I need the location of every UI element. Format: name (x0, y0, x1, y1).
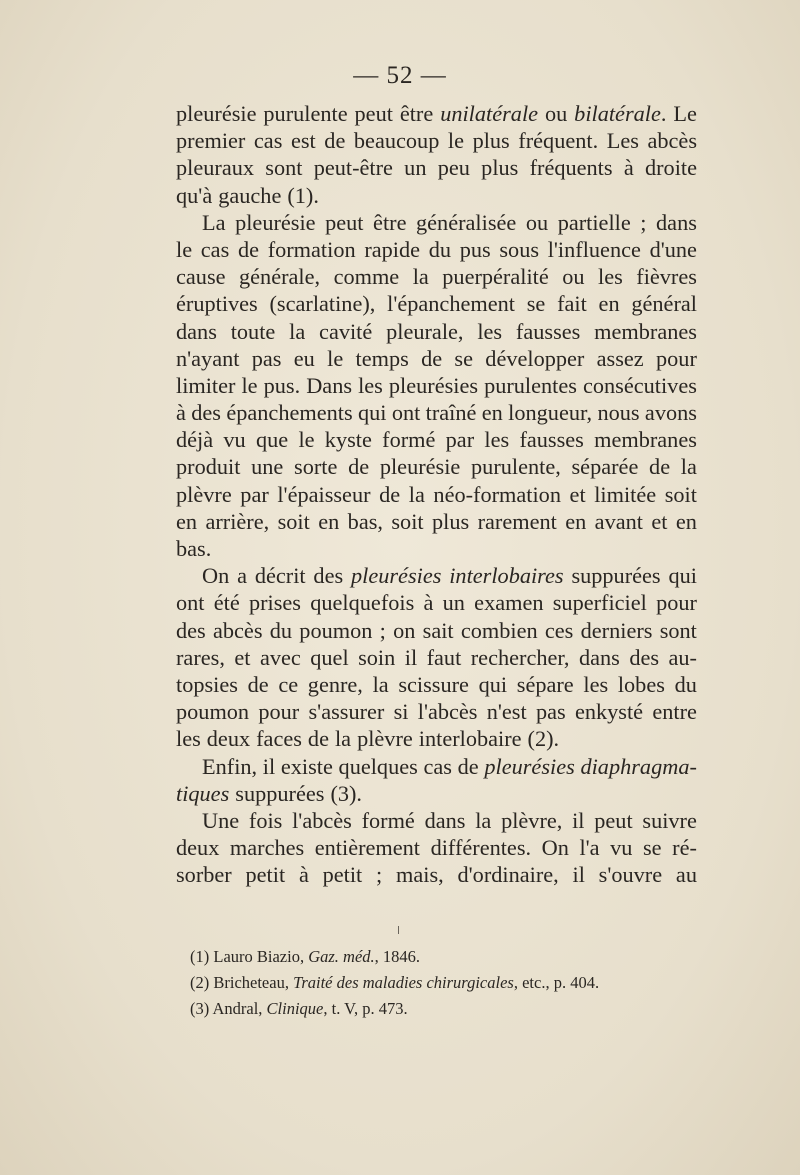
word: cavité (319, 318, 373, 344)
word: et (569, 481, 586, 507)
word: quel (310, 644, 349, 670)
word: la (289, 318, 306, 344)
word: pas (251, 345, 282, 371)
word: développer (485, 345, 585, 371)
word: (2). (527, 726, 560, 752)
word: nous (597, 400, 640, 426)
word: un (404, 155, 427, 181)
word: formé (382, 427, 436, 453)
word: suppurées (235, 780, 325, 806)
word: (3). (330, 780, 363, 806)
word: pleurale, (386, 318, 464, 344)
word: dans (578, 644, 620, 670)
word: et (651, 508, 668, 534)
word: si (393, 699, 409, 725)
word: cas (253, 128, 283, 154)
word: de (421, 345, 443, 371)
word: de (307, 726, 329, 752)
word: fièvres (636, 264, 697, 290)
word: on (393, 617, 416, 643)
word: au- (668, 644, 697, 670)
word: arrière, (205, 508, 270, 534)
word: une (251, 454, 284, 480)
word: généralisée (416, 209, 517, 235)
word: des (191, 400, 221, 426)
word: sont (659, 617, 697, 643)
word: marches (229, 835, 305, 861)
word: membranes (594, 427, 697, 453)
text-line (176, 671, 697, 698)
word: l'épanchement (387, 291, 515, 317)
word: quelquefois (310, 590, 415, 616)
word: n'est (486, 699, 527, 725)
word: ou (525, 209, 549, 235)
word: quelques (338, 753, 418, 779)
word: entre (652, 699, 697, 725)
word: des (629, 644, 660, 670)
word: La (202, 209, 226, 235)
word: fréquents (529, 155, 613, 181)
body-text (176, 100, 697, 888)
word: soit (664, 481, 697, 507)
word: d'ordinaire, (457, 862, 559, 888)
word: l'abcès (417, 699, 478, 725)
footnote: (1) Lauro Biazio, Gaz. méd., 1846. (190, 947, 421, 966)
word: éruptives (176, 291, 258, 317)
text-line (176, 345, 697, 372)
word: se (526, 291, 546, 317)
word: des (313, 563, 344, 589)
text-line (176, 481, 697, 508)
word: fausses (519, 427, 584, 453)
word: il (572, 862, 585, 888)
text-line (176, 644, 697, 671)
word: pleurésies (350, 563, 442, 589)
word: d'une (649, 236, 697, 262)
word: de (379, 481, 401, 507)
word: le (447, 128, 464, 154)
word: assez (596, 345, 644, 371)
text-line (176, 589, 697, 616)
word: s'ouvre (598, 862, 663, 888)
word: peut (594, 807, 633, 833)
word: purulente, (471, 454, 561, 480)
word: abcès (647, 128, 697, 154)
word: pleurésie (235, 209, 316, 235)
word: général (631, 291, 697, 317)
word: ; (379, 617, 386, 643)
word: petit (322, 862, 363, 888)
word: bas, (347, 508, 383, 534)
word: deux (206, 726, 251, 752)
word: en (675, 508, 697, 534)
word: pus (459, 236, 491, 262)
word: pleuraux (176, 155, 255, 181)
word: avons (644, 400, 697, 426)
text-line (176, 453, 697, 480)
word: il (404, 644, 418, 670)
word: ce (278, 671, 299, 697)
word: pour (656, 590, 697, 616)
word: purulentes (484, 372, 577, 398)
word: qui (668, 563, 697, 589)
word: la (680, 454, 697, 480)
word: ont (391, 400, 421, 426)
word: pleurésie (176, 101, 257, 126)
word: formé (361, 807, 415, 833)
word: la (412, 264, 429, 290)
word: pleurésies (388, 372, 479, 398)
word: membranes (594, 318, 697, 344)
word: la (334, 726, 352, 752)
word: faut (426, 644, 462, 670)
word: Le (673, 101, 697, 126)
word: être (399, 101, 434, 126)
word: beaucoup (353, 128, 440, 154)
word: la (408, 481, 425, 507)
word: de (457, 753, 479, 779)
text-line (176, 725, 697, 752)
text-line (176, 753, 697, 780)
word: examen (474, 590, 544, 616)
word: gauche (218, 182, 282, 208)
word: en (598, 291, 620, 317)
word: lobes (617, 671, 665, 697)
word: ; (376, 862, 383, 888)
word: ont (176, 590, 205, 616)
word: peut (325, 209, 364, 235)
word: est (290, 128, 316, 154)
word: en (565, 508, 587, 534)
word: le (241, 372, 258, 398)
word: scissure (398, 671, 469, 697)
word: Les (606, 128, 639, 154)
word: de (324, 128, 346, 154)
text-line (176, 508, 697, 535)
word: traîné (425, 400, 477, 426)
word: à (423, 590, 434, 616)
word: interlobaire (418, 726, 522, 752)
word: les (176, 726, 201, 752)
text-line (176, 127, 697, 154)
word: pleurésies (484, 753, 575, 779)
word: longueur, (508, 400, 593, 426)
footnote: (3) Andral, Clinique, t. V, p. 473. (190, 999, 408, 1018)
word: pleurésie (379, 454, 461, 480)
word: diaphragma- (580, 753, 697, 779)
word: rechercher, (470, 644, 570, 670)
word: soin (358, 644, 396, 670)
text-line (176, 807, 697, 834)
word: puerpéralité (442, 264, 549, 290)
word: interlobaires (449, 563, 564, 589)
word: superficiel (552, 590, 647, 616)
word: générale, (239, 264, 321, 290)
word: comme (333, 264, 400, 290)
word: soit (391, 508, 424, 534)
word: plus (481, 155, 519, 181)
word: déjà (176, 427, 214, 453)
word: néo-formation (433, 481, 561, 507)
word: produit (176, 454, 241, 480)
footnote: (2) Bricheteau, Traité des maladies chirurgicales, etc., p. 404. (190, 973, 600, 992)
word: à (176, 400, 186, 426)
word: être (373, 209, 407, 235)
word: (1). (287, 182, 319, 208)
word: pus. (263, 372, 301, 398)
text-line (176, 182, 697, 209)
word: les (583, 671, 609, 697)
word: des (176, 617, 206, 643)
text-line (176, 698, 697, 725)
word: vu (610, 835, 633, 861)
word: existe (280, 753, 333, 779)
word: l'épaisseur (277, 481, 371, 507)
word: pas (535, 699, 566, 725)
word: bas. (176, 536, 212, 561)
word: limitée (594, 481, 657, 507)
word: droite (644, 155, 697, 181)
word: temps (355, 345, 409, 371)
text-line (176, 236, 697, 263)
word: peu (437, 155, 470, 181)
word: le (176, 236, 193, 262)
word: la (372, 671, 389, 697)
word: Une (202, 807, 240, 833)
word: plus (472, 128, 510, 154)
word: purulente (263, 101, 348, 126)
word: poumon (299, 617, 373, 643)
word: cause (176, 264, 226, 290)
word: partielle (557, 209, 631, 235)
word: par (445, 427, 475, 453)
text-line (176, 154, 697, 181)
text-line (176, 780, 697, 807)
word: peut-être (313, 155, 393, 181)
word: cas (200, 236, 230, 262)
word: qui (478, 671, 508, 697)
text-line (176, 372, 697, 399)
word: plus (432, 508, 470, 534)
word: fausses (515, 318, 581, 344)
page-number: — 52 — (353, 62, 447, 89)
word: premier (176, 128, 246, 154)
word: ré- (672, 835, 697, 861)
word: l'a (579, 835, 600, 861)
word: dans (424, 807, 466, 833)
word: plèvre (357, 726, 413, 752)
word: tiques (176, 780, 230, 806)
word: kyste (324, 427, 372, 453)
word: faces (256, 726, 302, 752)
text-line (176, 562, 697, 589)
word: en (481, 400, 503, 426)
word: prises (248, 590, 301, 616)
text-line (176, 426, 697, 453)
word: ces (544, 617, 574, 643)
word: soit (277, 508, 310, 534)
word: du (269, 617, 293, 643)
word: en (318, 508, 340, 534)
print-mark (398, 926, 399, 934)
word: plèvre, (501, 807, 563, 833)
word: combien (460, 617, 538, 643)
word: topsies (176, 671, 238, 697)
word: rapide (364, 236, 421, 262)
word: toute (230, 318, 276, 344)
word: fois (248, 807, 283, 833)
word: différentes. (430, 835, 532, 861)
word: sous (499, 236, 540, 262)
text-line (176, 617, 697, 644)
word: fréquent. (518, 128, 599, 154)
word: plèvre (176, 481, 232, 507)
text-line (176, 399, 697, 426)
text-line (176, 290, 697, 317)
word: à (298, 862, 309, 888)
text-line (176, 318, 697, 345)
word: rarement (477, 508, 557, 534)
word: mais, (396, 862, 444, 888)
word: les (477, 318, 503, 344)
word: suivre (642, 807, 697, 833)
word: Enfin, (202, 753, 258, 779)
word: dans (656, 209, 697, 235)
word: abcès (212, 617, 263, 643)
word: genre, (307, 671, 363, 697)
word: consécutives (582, 372, 697, 398)
word: décrit (254, 563, 306, 589)
word: derniers (580, 617, 653, 643)
word: On (541, 835, 569, 861)
word: dans (176, 318, 217, 344)
word: poumon (176, 699, 250, 725)
word: que (255, 427, 289, 453)
word: au (675, 862, 697, 888)
word: les (484, 427, 510, 453)
word: de (348, 454, 370, 480)
word: le (298, 427, 315, 453)
word: eu (293, 345, 315, 371)
text-line (176, 861, 697, 888)
word: l'abcès (292, 807, 352, 833)
word: les (598, 264, 623, 290)
word: a (237, 563, 247, 589)
word: se (454, 345, 473, 371)
text-line (176, 263, 697, 290)
word: vu (223, 427, 246, 453)
word: sépare (516, 671, 574, 697)
word: s'assurer (308, 699, 385, 725)
footnotes (190, 944, 710, 1022)
word: qu'à (176, 182, 213, 208)
word: suppurées (571, 563, 661, 589)
word: été (213, 590, 240, 616)
word: pour (258, 699, 300, 725)
text-line (176, 535, 697, 562)
word: limiter (176, 372, 236, 398)
word: la (475, 807, 492, 833)
word: se (643, 835, 662, 861)
word: pour (656, 345, 697, 371)
word: n'ayant (176, 345, 240, 371)
word: par (240, 481, 269, 507)
word: sont (265, 155, 303, 181)
word: entièrement (314, 835, 421, 861)
word: qui (357, 400, 387, 426)
word: formation (267, 236, 356, 262)
word: de (247, 671, 269, 697)
word: il (572, 807, 585, 833)
word: avec (259, 644, 301, 670)
word: On (202, 563, 230, 589)
word: (scarlatine), (269, 291, 376, 317)
word: du (674, 671, 697, 697)
word: et (234, 644, 251, 670)
word: unilatérale (440, 101, 539, 126)
word: il (262, 753, 276, 779)
word: ; (640, 209, 647, 235)
word: deux (176, 835, 220, 861)
word: de (649, 454, 671, 480)
word: sorber (176, 862, 232, 888)
word: les (358, 372, 383, 398)
text-line (176, 834, 697, 861)
text-line (176, 209, 697, 236)
word: cas (423, 753, 452, 779)
word: ou (544, 101, 568, 126)
text-line (176, 100, 697, 127)
word: peut (354, 101, 393, 126)
word: de (237, 236, 259, 262)
word: sait (422, 617, 454, 643)
word: enkysté (574, 699, 644, 725)
word: rares, (176, 644, 225, 670)
word: Dans (306, 372, 353, 398)
word: sorte (294, 454, 338, 480)
word: en (176, 508, 198, 534)
word: petit (245, 862, 286, 888)
word: l'influence (547, 236, 641, 262)
word: fait (557, 291, 587, 317)
word: séparée (571, 454, 639, 480)
word: ou (562, 264, 585, 290)
word: du (428, 236, 452, 262)
word: un (442, 590, 465, 616)
word: bilatérale. (574, 101, 667, 126)
word: le (327, 345, 344, 371)
word: épanchements (226, 400, 353, 426)
word: à (623, 155, 634, 181)
word: avant (594, 508, 643, 534)
